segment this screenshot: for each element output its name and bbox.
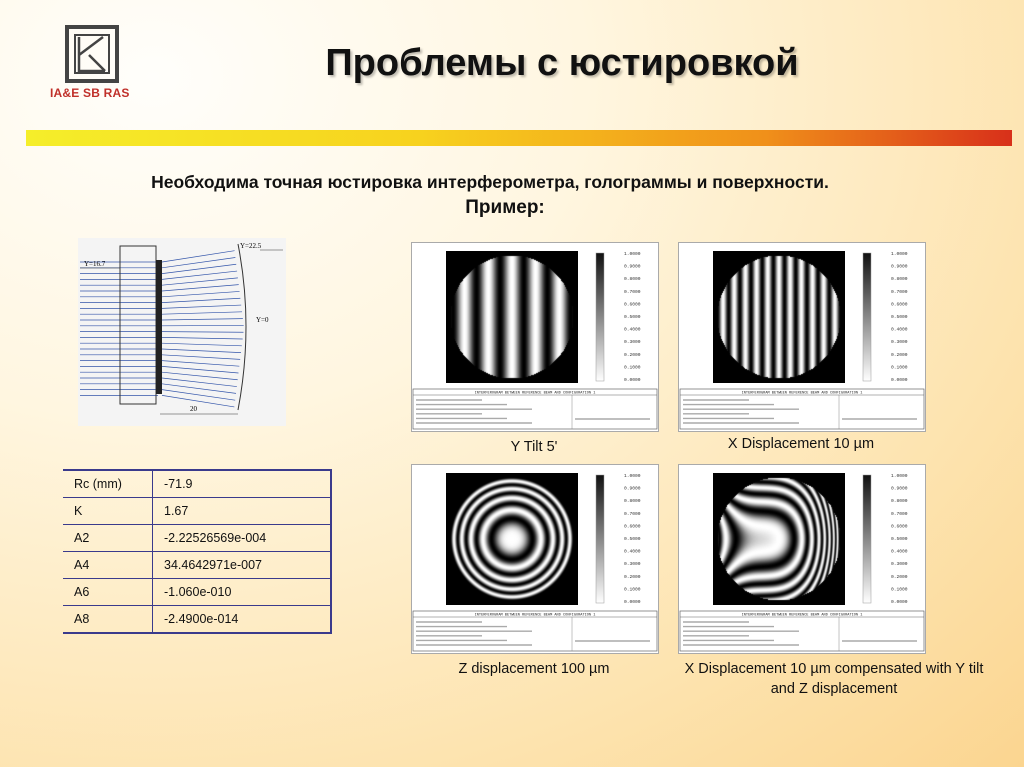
intensity-scale-bar bbox=[596, 253, 604, 381]
interferogram-x-compensated bbox=[678, 464, 926, 654]
scale-tick-label: 0.6000 bbox=[624, 524, 641, 530]
scale-tick-label: 0.9000 bbox=[624, 264, 641, 270]
label-y0: Y=0 bbox=[256, 316, 269, 324]
scale-tick-label: 0.4000 bbox=[624, 549, 641, 555]
ray-line bbox=[162, 332, 243, 333]
ray-line bbox=[162, 366, 239, 373]
org-label: IA&E SB RAS bbox=[50, 86, 130, 100]
param-value: -71.9 bbox=[153, 470, 332, 498]
ray-line bbox=[162, 349, 241, 353]
ray-line bbox=[162, 278, 238, 285]
scale-tick-label: 0.8000 bbox=[624, 277, 641, 283]
asphere-params-table bbox=[63, 469, 332, 634]
param-value: 1.67 bbox=[153, 498, 332, 525]
ray-line bbox=[162, 355, 240, 360]
intensity-scale-bar bbox=[863, 475, 871, 603]
ray-line bbox=[162, 319, 243, 320]
param-key: K bbox=[63, 498, 153, 525]
param-value: -2.22526569e-004 bbox=[153, 525, 332, 552]
scale-tick-label: 0.7000 bbox=[891, 511, 908, 517]
param-value: -1.060e-010 bbox=[153, 579, 332, 606]
title-gradient-bar bbox=[26, 130, 1012, 146]
interferogram-y-tilt bbox=[411, 242, 659, 432]
fringe-pattern bbox=[717, 477, 841, 601]
scale-tick-label: 0.7000 bbox=[624, 289, 641, 295]
scale-tick-label: 0.5000 bbox=[891, 537, 908, 542]
scale-tick-label: 0.3000 bbox=[624, 562, 641, 568]
param-key: Rc (mm) bbox=[63, 470, 153, 498]
scale-tick-label: 0.2000 bbox=[891, 574, 908, 580]
scale-tick-label: 0.2000 bbox=[891, 352, 908, 358]
scale-tick-label: 0.6000 bbox=[891, 302, 908, 308]
ray-line bbox=[162, 285, 239, 291]
caption-x-compensated: X Displacement 10 µm compensated with Y tilt and Z displacement bbox=[684, 661, 984, 697]
param-key: A2 bbox=[63, 525, 153, 552]
scale-tick-label: 0.7000 bbox=[891, 289, 908, 295]
param-value: 34.4642971e-007 bbox=[153, 552, 332, 579]
scale-tick-label: 0.6000 bbox=[891, 524, 908, 530]
ray-line bbox=[162, 305, 241, 308]
intensity-scale-bar bbox=[863, 253, 871, 381]
scale-tick-label: 0.9000 bbox=[891, 264, 908, 270]
table-row bbox=[63, 552, 331, 579]
ray-line bbox=[162, 361, 239, 367]
plot-footer-title: INTERFEROGRAM BETWEEN REFERENCE BEAM AND CONFIGURATION 1 bbox=[474, 391, 596, 396]
scale-tick-label: 0.1000 bbox=[891, 587, 908, 593]
scale-tick-label: 0.7000 bbox=[624, 511, 641, 517]
table-row bbox=[63, 470, 331, 498]
scale-tick-label: 0.1000 bbox=[624, 587, 641, 593]
caption-z-displacement: Z displacement 100 µm bbox=[458, 661, 610, 677]
scale-tick-label: 0.9000 bbox=[891, 486, 908, 492]
ray-line bbox=[162, 312, 242, 314]
scale-tick-label: 0.3000 bbox=[891, 562, 908, 568]
label-20: 20 bbox=[190, 405, 197, 413]
subtitle-line1: Необходима точная юстировка интерферометра, голограммы и поверхности. bbox=[151, 172, 829, 192]
scale-tick-label: 0.4000 bbox=[891, 327, 908, 333]
plot-footer-title: INTERFEROGRAM BETWEEN REFERENCE BEAM AND CONFIGURATION 1 bbox=[474, 613, 596, 618]
fringe-pattern bbox=[450, 255, 574, 379]
ray-line bbox=[162, 395, 234, 407]
scale-tick-label: 0.5000 bbox=[624, 537, 641, 542]
intensity-scale-bar bbox=[596, 475, 604, 603]
scale-tick-label: 0.2000 bbox=[624, 352, 641, 358]
scale-tick-label: 0.3000 bbox=[624, 340, 641, 346]
scale-tick-label: 0.8000 bbox=[624, 499, 641, 505]
ray-line bbox=[162, 372, 238, 380]
param-key: A8 bbox=[63, 606, 153, 634]
scale-tick-label: 0.4000 bbox=[891, 549, 908, 555]
scale-tick-label: 0.6000 bbox=[624, 302, 641, 308]
label-y16: Y=16.7 bbox=[84, 260, 106, 268]
scale-tick-label: 0.4000 bbox=[624, 327, 641, 333]
scale-tick-label: 0.8000 bbox=[891, 277, 908, 283]
table-row bbox=[63, 579, 331, 606]
table-row bbox=[63, 606, 331, 634]
scale-tick-label: 0.1000 bbox=[891, 365, 908, 371]
scale-tick-label: 0.3000 bbox=[891, 340, 908, 346]
ray-line bbox=[162, 291, 240, 296]
param-key: A6 bbox=[63, 579, 153, 606]
page-title: Проблемы с юстировкой bbox=[325, 42, 799, 84]
plot-footer-title: INTERFEROGRAM BETWEEN REFERENCE BEAM AND CONFIGURATION 1 bbox=[741, 391, 863, 396]
scale-tick-label: 0.2000 bbox=[624, 574, 641, 580]
scale-tick-label: 0.0000 bbox=[624, 600, 641, 605]
subtitle bbox=[0, 170, 980, 220]
caption-y-tilt: Y Tilt 5' bbox=[510, 439, 558, 455]
scale-tick-label: 0.0000 bbox=[624, 378, 641, 383]
table-row bbox=[63, 498, 331, 525]
caption-x-displacement: X Displacement 10 µm bbox=[727, 436, 875, 452]
scale-tick-label: 0.0000 bbox=[891, 600, 908, 605]
scale-tick-label: 0.1000 bbox=[624, 365, 641, 371]
interferogram-x-displacement bbox=[678, 242, 926, 432]
table-row bbox=[63, 525, 331, 552]
scale-tick-label: 1.0000 bbox=[624, 252, 641, 257]
ray-line bbox=[162, 251, 235, 262]
scale-tick-label: 1.0000 bbox=[624, 474, 641, 479]
fringe-pattern bbox=[717, 255, 841, 379]
scale-tick-label: 0.5000 bbox=[624, 315, 641, 320]
scale-tick-label: 0.5000 bbox=[891, 315, 908, 320]
param-key: A4 bbox=[63, 552, 153, 579]
interferogram-z-displacement bbox=[411, 464, 659, 654]
ray-line bbox=[162, 298, 240, 302]
plot-footer-title: INTERFEROGRAM BETWEEN REFERENCE BEAM AND CONFIGURATION 1 bbox=[741, 613, 863, 618]
ray-line bbox=[162, 390, 235, 401]
ray-line bbox=[162, 343, 242, 346]
lens-ray-diagram bbox=[78, 238, 286, 426]
ray-line bbox=[162, 337, 243, 339]
param-value: -2.4900e-014 bbox=[153, 606, 332, 634]
scale-tick-label: 1.0000 bbox=[891, 252, 908, 257]
ray-line bbox=[162, 257, 235, 267]
scale-tick-label: 0.0000 bbox=[891, 378, 908, 383]
fringe-pattern bbox=[450, 477, 574, 601]
scale-tick-label: 1.0000 bbox=[891, 474, 908, 479]
scale-tick-label: 0.9000 bbox=[624, 486, 641, 492]
scale-tick-label: 0.8000 bbox=[891, 499, 908, 505]
subtitle-line2: Пример: bbox=[465, 197, 545, 218]
label-y22: Y=22.5 bbox=[240, 242, 262, 250]
